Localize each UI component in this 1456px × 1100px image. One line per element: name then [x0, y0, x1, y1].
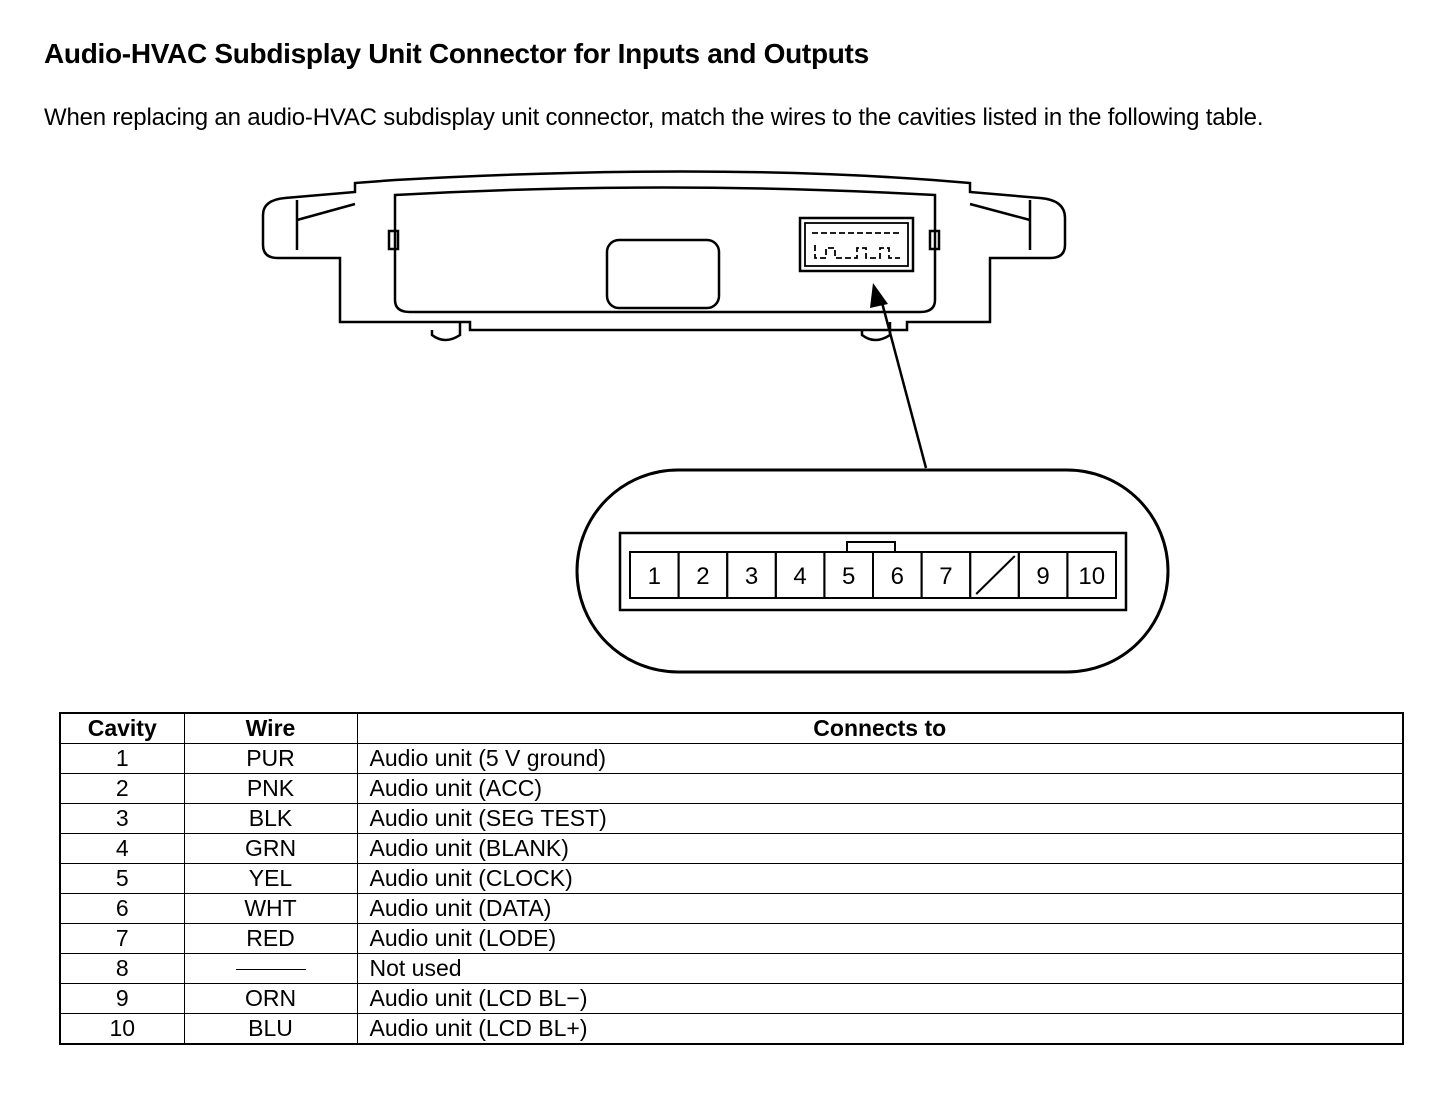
connector-cavity-number: 9 [1036, 563, 1050, 590]
cell-cavity: 10 [60, 1014, 184, 1045]
cell-cavity: 4 [60, 834, 184, 864]
right-flange-line [970, 200, 1030, 250]
cell-cavity: 3 [60, 804, 184, 834]
cell-connects-to: Audio unit (LCD BL+) [357, 1014, 1403, 1045]
cell-cavity: 5 [60, 864, 184, 894]
cell-cavity: 7 [60, 924, 184, 954]
table-row [60, 924, 1403, 954]
unit-connector-outer [800, 218, 913, 271]
page-title: Audio-HVAC Subdisplay Unit Connector for Inputs and Outputs [44, 38, 869, 69]
cell-connects-to: Audio unit (BLANK) [357, 834, 1403, 864]
header-connects-to: Connects to [357, 713, 1403, 744]
unit-connector-pins [812, 233, 902, 258]
header-wire: Wire [184, 713, 357, 744]
cell-wire: PNK [184, 774, 357, 804]
table-row [60, 834, 1403, 864]
label-window [607, 240, 719, 308]
cell-wire [184, 954, 357, 984]
cell-connects-to: Audio unit (LODE) [357, 924, 1403, 954]
cell-wire: ORN [184, 984, 357, 1014]
table-row [60, 954, 1403, 984]
no-wire-dash [236, 969, 306, 970]
cell-cavity: 9 [60, 984, 184, 1014]
cell-wire: GRN [184, 834, 357, 864]
cell-connects-to: Audio unit (5 V ground) [357, 744, 1403, 774]
connector-cavity-number: 7 [939, 563, 953, 590]
cell-cavity: 2 [60, 774, 184, 804]
cell-wire: PUR [184, 744, 357, 774]
connector-cavity-number: 6 [890, 563, 904, 590]
cell-connects-to: Audio unit (CLOCK) [357, 864, 1403, 894]
table-row [60, 864, 1403, 894]
cell-connects-to: Audio unit (LCD BL−) [357, 984, 1403, 1014]
cell-connects-to: Audio unit (DATA) [357, 894, 1403, 924]
connector-cavity-number: 1 [647, 563, 661, 590]
cell-wire: RED [184, 924, 357, 954]
pinout-table [59, 712, 1404, 1045]
table-row [60, 744, 1403, 774]
cell-connects-to: Not used [357, 954, 1403, 984]
table-row [60, 774, 1403, 804]
connector-cavity-number: 5 [842, 563, 856, 590]
connector-cavity-number: 10 [1078, 563, 1106, 590]
cell-cavity: 8 [60, 954, 184, 984]
cell-wire: YEL [184, 864, 357, 894]
bottom-tab-left [432, 322, 460, 340]
connector-cavity-number: 2 [696, 563, 710, 590]
cell-wire: BLU [184, 1014, 357, 1045]
table-row [60, 1014, 1403, 1045]
table-row [60, 984, 1403, 1014]
unit-housing-outline [263, 172, 1065, 331]
cell-connects-to: Audio unit (SEG TEST) [357, 804, 1403, 834]
cell-cavity: 1 [60, 744, 184, 774]
connector-cavity-number: 4 [793, 563, 807, 590]
left-flange-line [297, 200, 355, 250]
table-row [60, 804, 1403, 834]
unit-connector-inner [805, 223, 908, 266]
connector-cavity-number: 3 [744, 563, 759, 590]
left-latch [389, 231, 398, 249]
page-subtitle: When replacing an audio-HVAC subdisplay unit connector, match the wires to the cavities listed in the following table. [44, 104, 1264, 131]
cell-connects-to: Audio unit (ACC) [357, 774, 1403, 804]
cell-wire: BLK [184, 804, 357, 834]
cell-wire: WHT [184, 894, 357, 924]
table-row [60, 894, 1403, 924]
connector-key [847, 542, 895, 552]
pointer-arrowhead [870, 283, 888, 308]
unused-cavity-slash [976, 556, 1015, 594]
header-cavity: Cavity [60, 713, 184, 744]
cell-cavity: 6 [60, 894, 184, 924]
table-header-row [60, 713, 1403, 744]
unit-inner-panel [395, 188, 935, 313]
